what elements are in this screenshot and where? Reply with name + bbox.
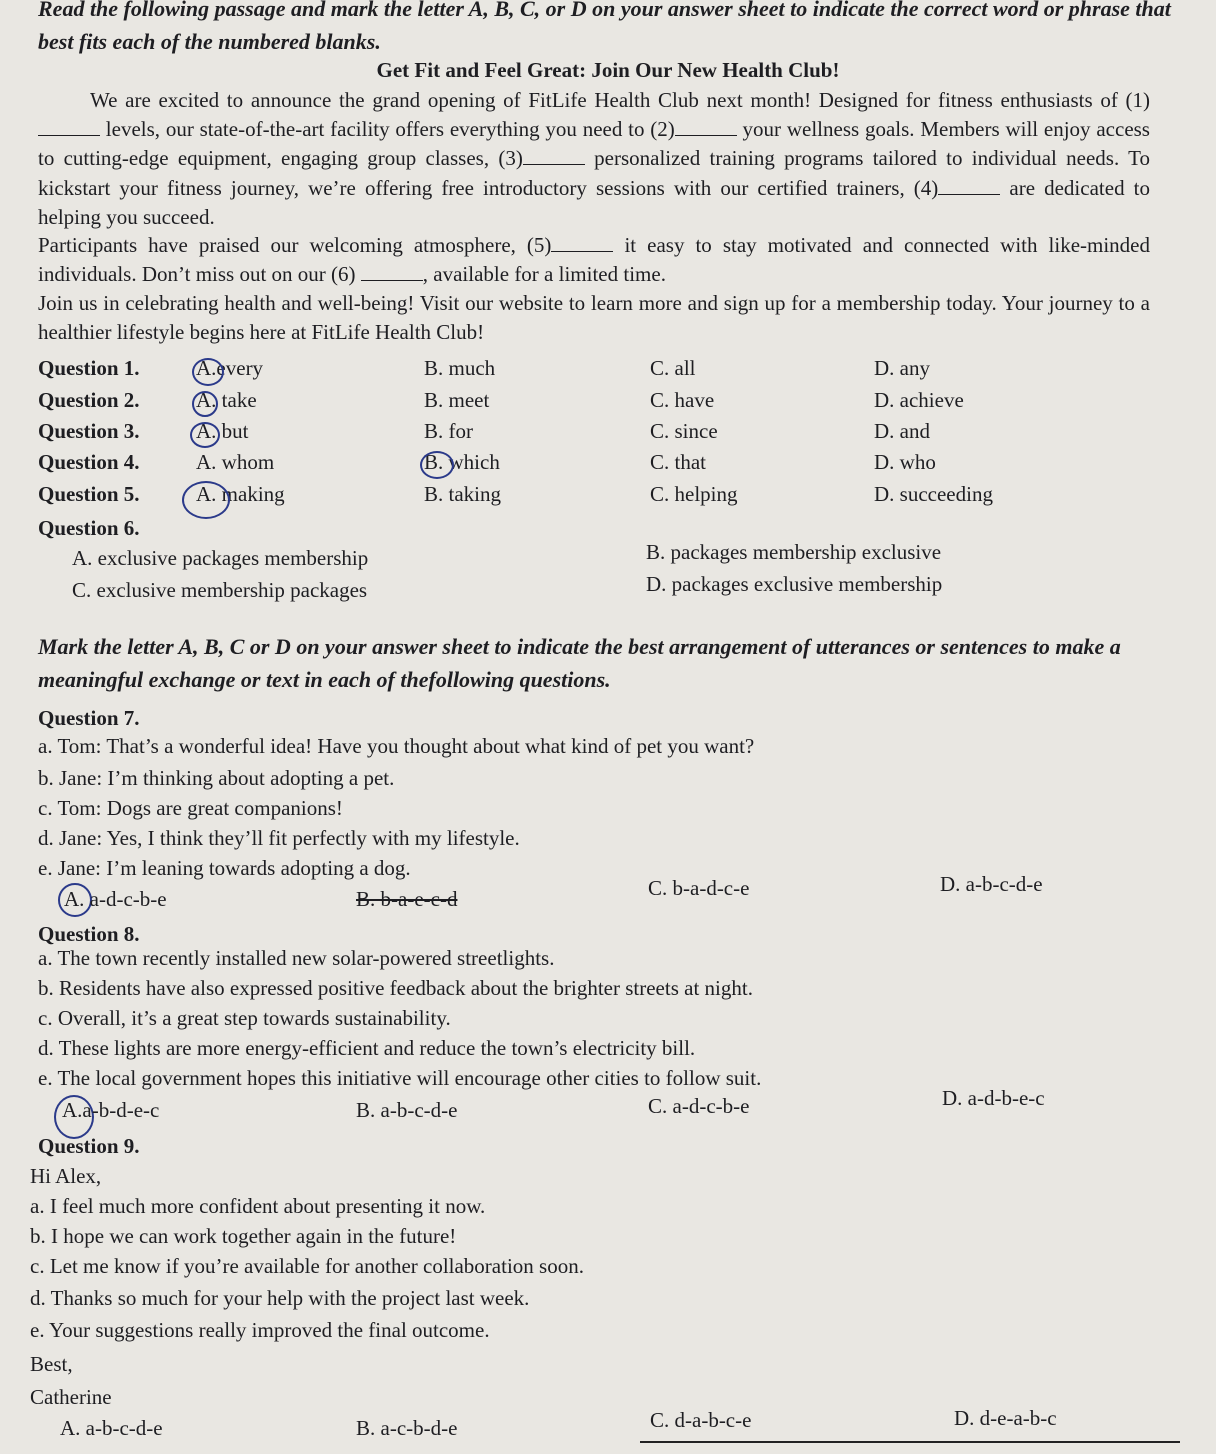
- passage-paragraph-1: [38, 86, 1150, 232]
- option-c[interactable]: C. exclusive membership packages: [72, 578, 368, 602]
- passage-text: are dedicated to helping you succeed.: [38, 175, 1151, 229]
- option-b[interactable]: B. packages membership exclusive: [646, 540, 942, 564]
- utterance-line: a. The town recently installed new solar-powered streetlights.: [38, 946, 555, 970]
- letter-closing: Best,: [30, 1352, 73, 1376]
- option-d[interactable]: D. a-b-c-d-e: [940, 872, 1043, 896]
- option-a[interactable]: [196, 482, 285, 507]
- option-text: take: [221, 388, 257, 412]
- option-b[interactable]: B. taking: [424, 482, 501, 506]
- option-c[interactable]: C. a-d-c-b-e: [648, 1094, 750, 1118]
- letter-signature: Catherine: [30, 1385, 112, 1409]
- blank-6: [361, 262, 423, 281]
- option-b[interactable]: B. b-a-e-c-d: [356, 887, 458, 911]
- option-a[interactable]: A. exclusive packages membership: [72, 546, 369, 570]
- option-text: which: [448, 450, 500, 474]
- question-label: Question 4.: [38, 450, 140, 474]
- question-label: Question 3.: [38, 419, 140, 443]
- option-d[interactable]: D. d-e-a-b-c: [954, 1406, 1057, 1430]
- option-c[interactable]: C. have: [650, 388, 715, 412]
- question-row: [0, 388, 1216, 420]
- option-d[interactable]: D. achieve: [874, 388, 964, 412]
- option-d[interactable]: D. who: [874, 450, 936, 474]
- option-text: but: [221, 419, 249, 443]
- cloze-instructions: Read the following passage and mark the letter A, B, C, or D on your answer sheet to indicate the correct word or phrase that best fits each of the numbered blanks.: [38, 0, 1171, 54]
- utterance-line: c. Let me know if you’re available for another collaboration soon.: [30, 1254, 584, 1278]
- option-d[interactable]: D. and: [874, 419, 930, 443]
- question-label: Question 5.: [38, 482, 140, 506]
- question-row: [0, 356, 1216, 388]
- passage-text: , available for a limited time.: [422, 262, 666, 287]
- option-c[interactable]: C. helping: [650, 482, 738, 506]
- blank-4: [938, 176, 1000, 195]
- option-letter: B.: [424, 450, 444, 474]
- option-a[interactable]: [196, 419, 249, 444]
- option-a[interactable]: [62, 1098, 159, 1123]
- letter-greeting: Hi Alex,: [30, 1164, 102, 1188]
- option-c[interactable]: C. that: [650, 450, 706, 474]
- utterance-line: d. These lights are more energy-efficient and reduce the town’s electricity bill.: [38, 1036, 696, 1060]
- utterance-line: d. Jane: Yes, I think they’ll fit perfectly with my lifestyle.: [38, 826, 520, 850]
- option-b[interactable]: [424, 450, 500, 475]
- passage-title: Get Fit and Feel Great: Join Our New Health Club!: [376, 58, 840, 82]
- arrangement-instructions: Mark the letter A, B, C or D on your answer sheet to indicate the best arrangement of utterances or sentences to make a meaningful exchange or text in each of thefollowing questions.: [38, 634, 1121, 692]
- option-b[interactable]: B. a-b-c-d-e: [356, 1098, 458, 1122]
- option-text: a-b-d-e-c: [82, 1098, 160, 1122]
- option-d[interactable]: D. any: [874, 356, 930, 380]
- question-label: Question 7.: [38, 706, 140, 730]
- passage-text: your wellness goals. Members will enjoy access to cutting-edge equipment, engaging group classes, (3): [38, 117, 1150, 171]
- utterance-line: b. Jane: I’m thinking about adopting a pet.: [38, 766, 395, 790]
- utterance-line: a. Tom: That’s a wonderful idea! Have you thought about what kind of pet you want?: [38, 734, 755, 758]
- passage-text: We are excited to announce the grand opening of FitLife Health Club next month! Designed for fitness enthusiasts of (1): [90, 88, 1150, 112]
- blank-5: [551, 233, 613, 252]
- option-c[interactable]: C. d-a-b-c-e: [650, 1408, 752, 1432]
- option-a[interactable]: [64, 887, 167, 912]
- option-a[interactable]: A. whom: [196, 450, 275, 474]
- option-text: making: [221, 482, 285, 506]
- passage-paragraph-3: Join us in celebrating health and well-being! Visit our website to learn more and sign up for a membership today. Your journey to a healthier lifestyle begins here at FitLife Health Club!: [38, 291, 1150, 345]
- utterance-line: d. Thanks so much for your help with the project last week.: [30, 1286, 530, 1310]
- question-row: [0, 450, 1216, 482]
- question-row: [0, 419, 1216, 451]
- option-c[interactable]: C. all: [650, 356, 696, 380]
- utterance-line: b. Residents have also expressed positive feedback about the brighter streets at night.: [38, 976, 753, 1000]
- bottom-rule: [640, 1441, 1180, 1443]
- option-d[interactable]: D. packages exclusive membership: [646, 572, 943, 596]
- option-letter: A.: [64, 887, 85, 911]
- utterance-line: e. Jane: I’m leaning towards adopting a dog.: [38, 856, 411, 880]
- option-b[interactable]: B. meet: [424, 388, 490, 412]
- utterance-line: c. Tom: Dogs are great companions!: [38, 796, 343, 820]
- option-b[interactable]: B. for: [424, 419, 473, 443]
- question-row: [0, 482, 1216, 514]
- option-c[interactable]: C. b-a-d-c-e: [648, 876, 750, 900]
- blank-3: [523, 146, 585, 165]
- option-b[interactable]: B. a-c-b-d-e: [356, 1416, 458, 1440]
- question-label: Question 1.: [38, 356, 140, 380]
- option-letter: A.: [196, 388, 217, 412]
- option-letter: A.: [62, 1098, 83, 1122]
- utterance-line: c. Overall, it’s a great step towards sustainability.: [38, 1006, 451, 1030]
- option-d[interactable]: D. succeeding: [874, 482, 993, 506]
- passage-text: Participants have praised our welcoming atmosphere, (5): [38, 233, 552, 257]
- utterance-line: b. I hope we can work together again in the future!: [30, 1224, 457, 1248]
- question-label: Question 8.: [38, 922, 140, 946]
- utterance-line: e. Your suggestions really improved the final outcome.: [30, 1318, 490, 1342]
- option-a[interactable]: [196, 356, 263, 381]
- option-a[interactable]: [196, 388, 257, 413]
- option-c[interactable]: C. since: [650, 419, 718, 443]
- blank-2: [675, 117, 737, 136]
- question-label: Question 2.: [38, 388, 140, 412]
- option-text: every: [216, 356, 264, 380]
- question-label: Question 9.: [38, 1134, 140, 1158]
- option-letter: A.: [196, 419, 217, 443]
- passage-text: levels, our state-of-the-art facility offers everything you need to (2): [100, 117, 675, 142]
- utterance-line: a. I feel much more confident about presenting it now.: [30, 1194, 486, 1218]
- option-letter: A.: [196, 356, 217, 380]
- option-b[interactable]: B. much: [424, 356, 496, 380]
- passage-text: personalized training programs tailored to individual needs. To kickstart your fitness journey, we’re offering free introductory sessions with our certified trainers, (4): [38, 146, 1150, 200]
- passage-text: it easy to stay motivated and connected with like-minded individuals. Don’t miss out on our (6): [38, 233, 1151, 287]
- option-d[interactable]: D. a-d-b-e-c: [942, 1086, 1045, 1110]
- option-a[interactable]: A. a-b-c-d-e: [60, 1416, 163, 1440]
- blank-1: [38, 117, 100, 136]
- question-label: Question 6.: [38, 516, 140, 540]
- option-letter: A.: [196, 482, 217, 506]
- utterance-line: e. The local government hopes this initiative will encourage other cities to follow suit.: [38, 1066, 762, 1090]
- option-text: a-d-c-b-e: [89, 887, 167, 911]
- passage-paragraph-2: [38, 231, 1150, 289]
